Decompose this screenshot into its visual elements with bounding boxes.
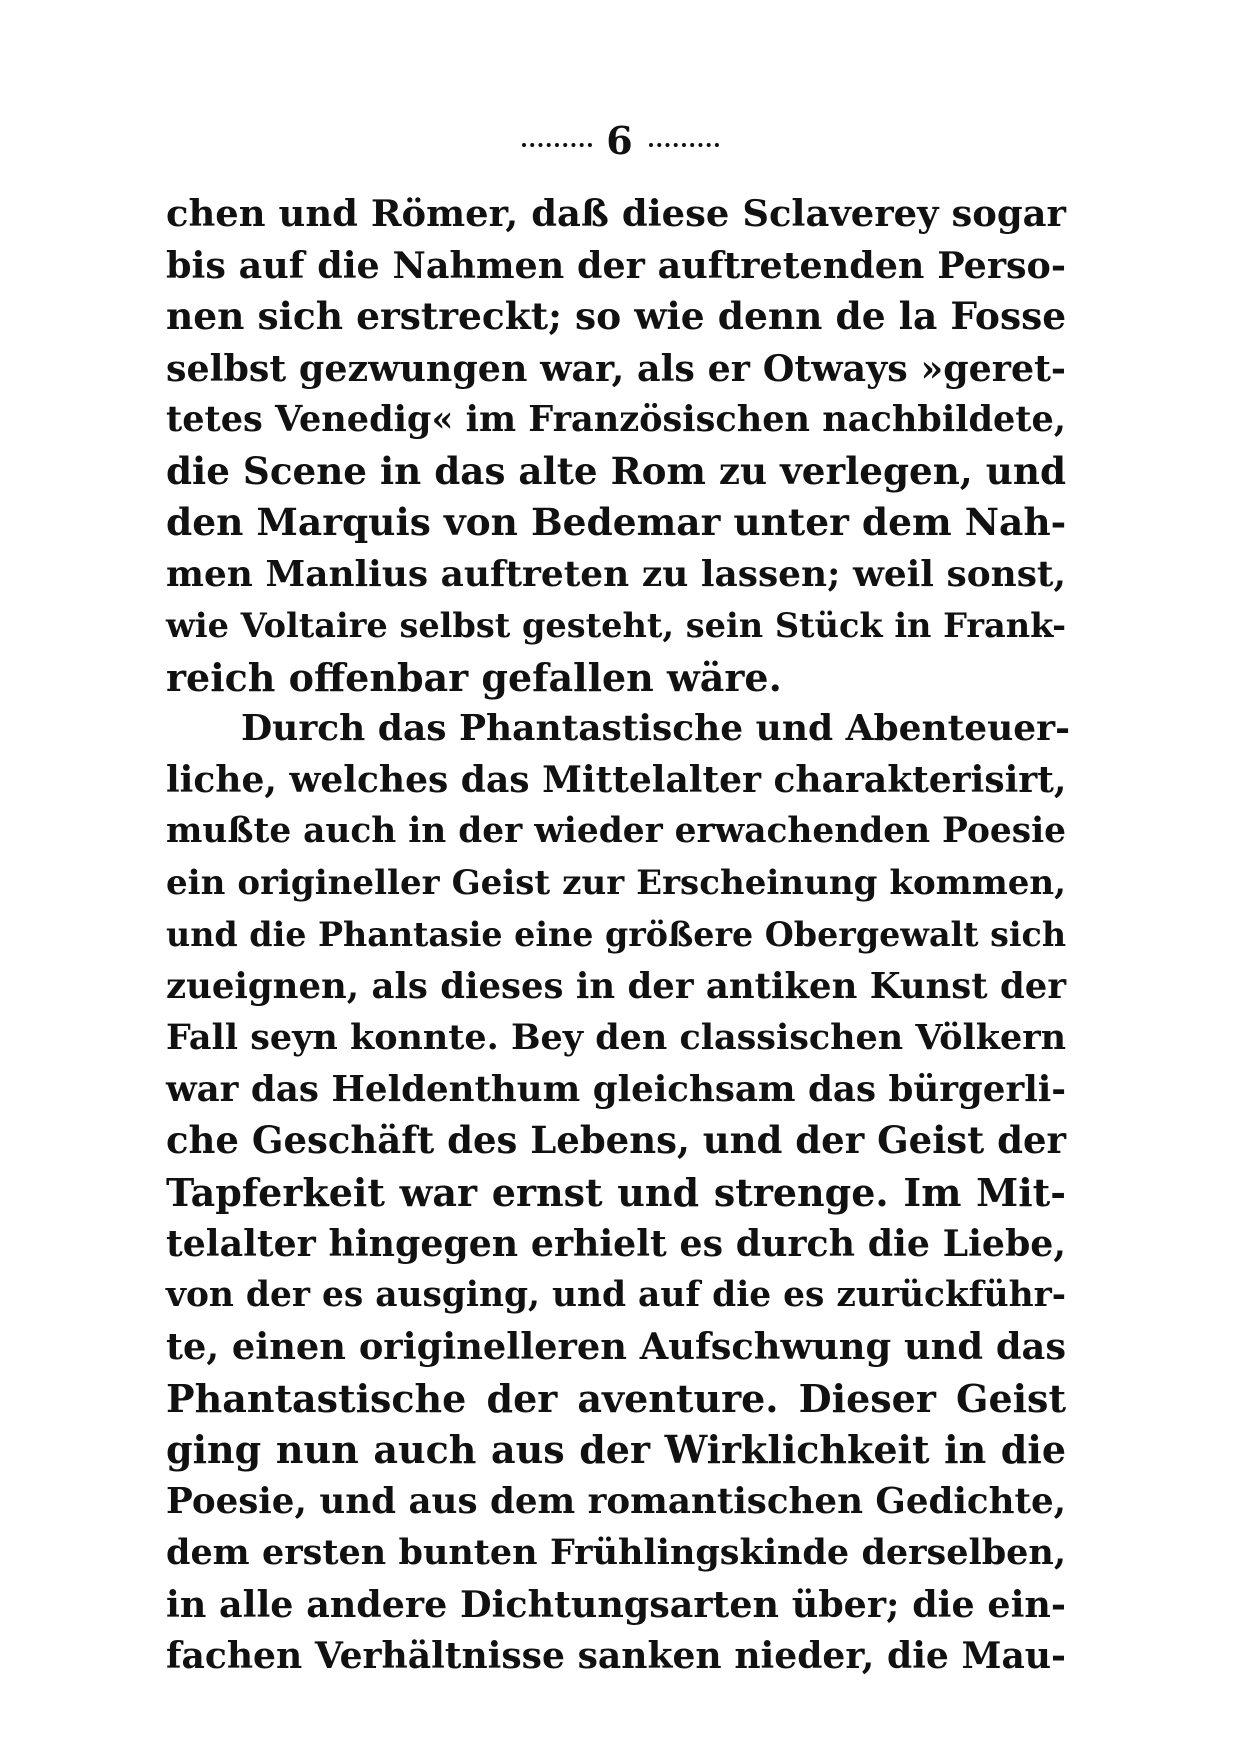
text-line: Durch das Phantastische und Abenteuer- xyxy=(241,707,1071,749)
text-line: chen und Römer, daß diese Sclaverey sogar xyxy=(166,191,1066,235)
page-number: 6 xyxy=(606,118,635,163)
text-line: selbst gezwungen war, als er Otways »geret- xyxy=(166,346,1066,390)
text-line: ein origineller Geist zur Erscheinung kommen, xyxy=(166,862,1066,903)
text-line: Fall seyn konnte. Bey den classischen Völkern xyxy=(166,1017,1066,1058)
text-line: nen sich erstreckt; so wie denn de la Fosse xyxy=(166,294,1067,338)
text-line: Phantastische der aventure. Dieser Geist xyxy=(166,1375,1066,1421)
text-line: in alle andere Dichtungsarten über; die ein- xyxy=(166,1582,1066,1626)
text-line: che Geschäft des Lebens, und der Geist der xyxy=(166,1118,1066,1162)
header-ornament-right xyxy=(649,143,719,147)
text-line: wie Voltaire selbst gesteht, sein Stück in Frank- xyxy=(166,605,1066,645)
text-line: bis auf die Nahmen der auftretenden Perso- xyxy=(166,243,1066,287)
text-line: te, einen originelleren Aufschwung und das xyxy=(166,1325,1066,1368)
text-line: und die Phantasie eine größere Obergewalt sich xyxy=(166,915,1067,954)
text-line: fachen Verhältnisse sanken nieder, die Mau- xyxy=(166,1634,1066,1677)
text-line: dem ersten bunten Frühlingskinde derselben, xyxy=(166,1532,1066,1573)
text-line: mußte auch in der wieder erwachenden Poesie xyxy=(166,811,1066,851)
header-ornament-left xyxy=(522,143,592,147)
text-line: den Marquis von Bedemar unter dem Nah- xyxy=(166,500,1067,544)
text-line: telalter hingegen erhielt es durch die Liebe, xyxy=(166,1222,1066,1265)
text-line: von der es ausging, und auf die es zurückführ- xyxy=(166,1274,1066,1315)
text-line: reich offenbar gefallen wäre. xyxy=(166,654,782,700)
text-line: tetes Venedig« im Französischen nachbildete, xyxy=(166,399,1066,440)
text-line: ging nun auch aus der Wirklichkeit in die xyxy=(166,1427,1066,1472)
body-text xyxy=(166,188,1071,1682)
text-line: Tapferkeit war ernst und strenge. Im Mit- xyxy=(166,1169,1066,1215)
page-header xyxy=(0,118,1241,163)
text-line: Poesie, und aus dem romantischen Gedichte, xyxy=(166,1480,1066,1522)
text-line: liche, welches das Mittelalter charakterisirt, xyxy=(166,758,1067,801)
text-line: zueignen, als dieses in der antiken Kunst der xyxy=(166,965,1066,1007)
text-line: men Manlius auftreten zu lassen; weil sonst, xyxy=(166,552,1066,595)
text-line: die Scene in das alte Rom zu verlegen, und xyxy=(166,448,1066,493)
text-line: war das Heldenthum gleichsam das bürgerli- xyxy=(166,1068,1066,1110)
